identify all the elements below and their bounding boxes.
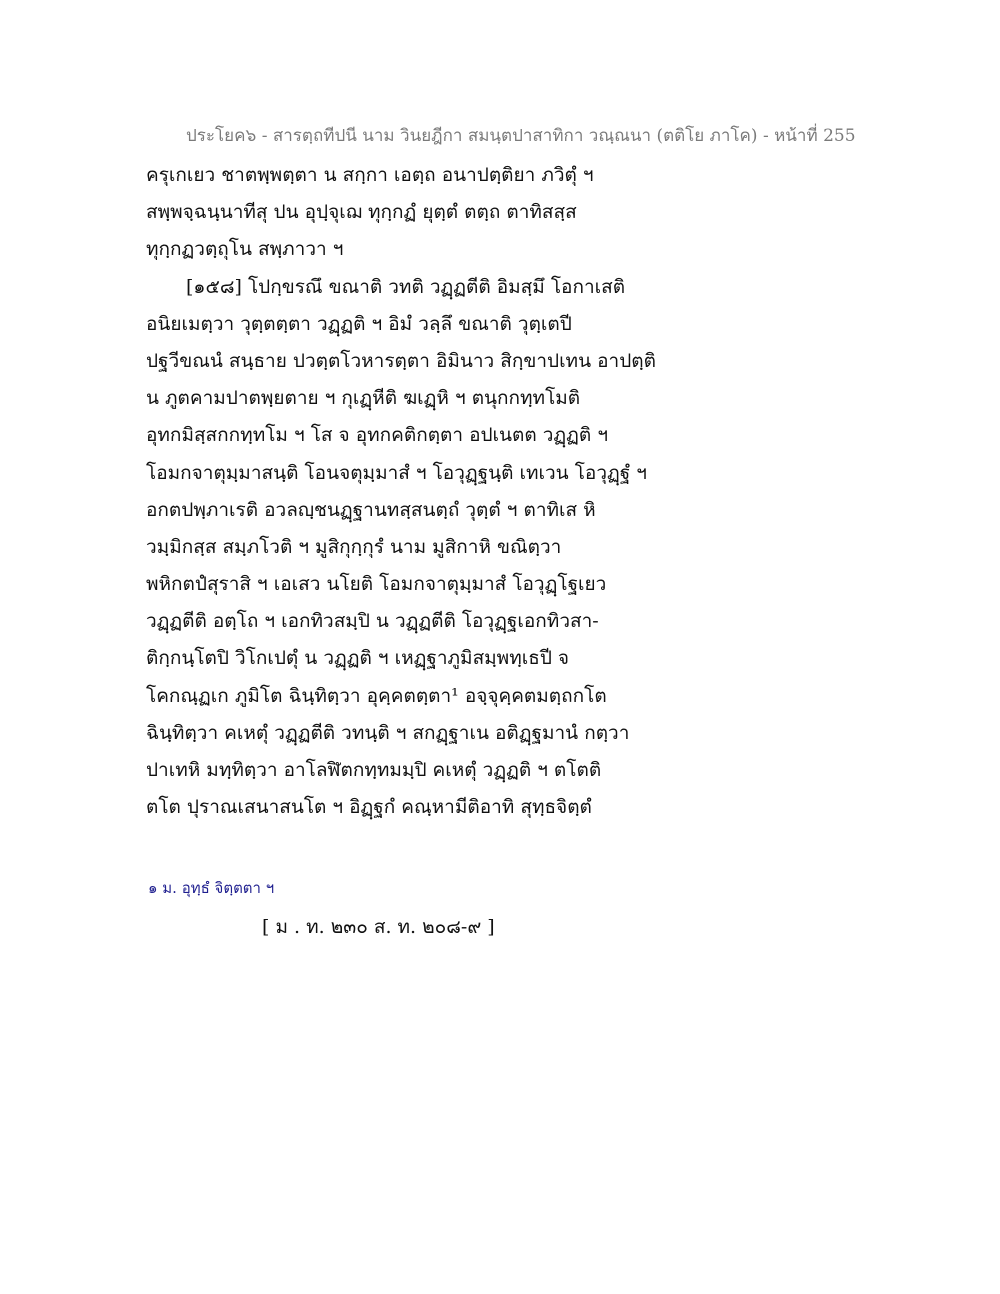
text-line: อนิยเมตฺวา วุตฺตตฺตา วฏฺฏติ ฯ อิมํ วลฺลึ ขณาติ วุตฺเตปี bbox=[146, 312, 572, 335]
text-line: ฉินฺทิตฺวา คเหตุํ วฏฺฏตีติ วทนฺติ ฯ สกฏฺฐาเน อติฏฺฐมานํ กตฺวา bbox=[146, 721, 630, 744]
text-line: อุทกมิสฺสกกทฺทโม ฯ โส จ อุทกคติกตฺตา อปเนตต วฏฺฏติ ฯ bbox=[146, 424, 608, 447]
footnote: ๑ ม. อุทฺธํ จิตฺตตา ฯ bbox=[148, 879, 275, 897]
text-line: ครุเกเยว ชาตพฺพตฺตา น สกฺกา เอตฺถ อนาปตฺติยา ภวิตุํ ฯ bbox=[146, 164, 594, 186]
text-line: น ภูตคามปาตพฺยตาย ฯ กุเฏฺหีติ ฆเฏฺหิ ฯ ตนุกกทฺทโมติ bbox=[146, 387, 581, 410]
text-line: ทุกฺกฏวตฺถุโน สพฺภาวา ฯ bbox=[146, 238, 344, 261]
text-line: พหิกตปํสุราสิ ฯ เอเสว นโยติ โอมกจาตุมฺมาสํ โอวุฏฺโฐเยว bbox=[146, 573, 607, 596]
page-header: ประโยค๖ - สารตฺถทีปนี นาม วินยฎีกา สมนฺตปาสาทิกา วณฺณนา (ตติโย ภาโค) - หน้าที่ 255 bbox=[186, 126, 856, 146]
text-line: ปฐวีขณนํ สนฺธาย ปวตฺตโวหารตฺตา อิมินาว สิกฺขาปเทน อาปตฺติ bbox=[146, 349, 656, 372]
text-line-paragraph-start: [๑๕๘] โปกฺขรณึ ขณาติ วทติ วฏฺฏตีติ อิมสฺมึ โอกาเสติ bbox=[186, 275, 626, 298]
text-line: โอมกจาตุมฺมาสนฺติ โอนจตุมฺมาสํ ฯ โอวุฏฺฐนฺติ เทเวน โอวุฏฺฐํ ฯ bbox=[146, 461, 647, 484]
text-line: อกตปพฺภาเรติ อวลญฺชนฏฺฐานทสฺสนตฺถํ วุตฺตํ ฯ ตาทิเส หิ bbox=[146, 498, 596, 521]
text-line: โคกณฺฏเก ภูมิโต ฉินฺทิตฺวา อุคฺคตตฺตา¹ อจฺจุคฺคตมตฺถกโต bbox=[146, 684, 607, 707]
page-reference: [ ม . ท. ๒๓๐ ส. ท. ๒๐๘-๙ ] bbox=[262, 916, 495, 938]
text-line: ตโต ปุราณเสนาสนโต ฯ อิฏฺฐกํ คณฺหามีติอาทิ สุทฺธจิตฺตํ bbox=[146, 796, 592, 819]
body-text bbox=[146, 160, 706, 829]
text-line: วฏฺฏตีติ อตฺโถ ฯ เอกทิวสมฺปิ น วฏฺฏตีติ โอวุฏฺฐเอกทิวสา- bbox=[146, 610, 599, 633]
text-line: วมฺมิกสฺส สมฺภโวติ ฯ มูสิกุกฺกุรํ นาม มูสิกาหิ ขณิตฺวา bbox=[146, 535, 562, 558]
text-line: สพฺพจฺฉนฺนาทีสุ ปน อุปฺจุเฌ ทุกฺกฏํ ยุตฺตํ ตตฺถ ตาทิสสฺส bbox=[146, 201, 577, 224]
text-line: ติกฺกนฺโตปิ วิโกเปตุํ น วฏฺฏติ ฯ เหฏฺฐาภูมิสมฺพทฺเธปี จ bbox=[146, 647, 570, 670]
text-line: ปาเทหิ มทฺทิตฺวา อาโลฬิตกทฺทมมฺปิ คเหตุํ วฏฺฏติ ฯ ตโตติ bbox=[146, 759, 602, 781]
